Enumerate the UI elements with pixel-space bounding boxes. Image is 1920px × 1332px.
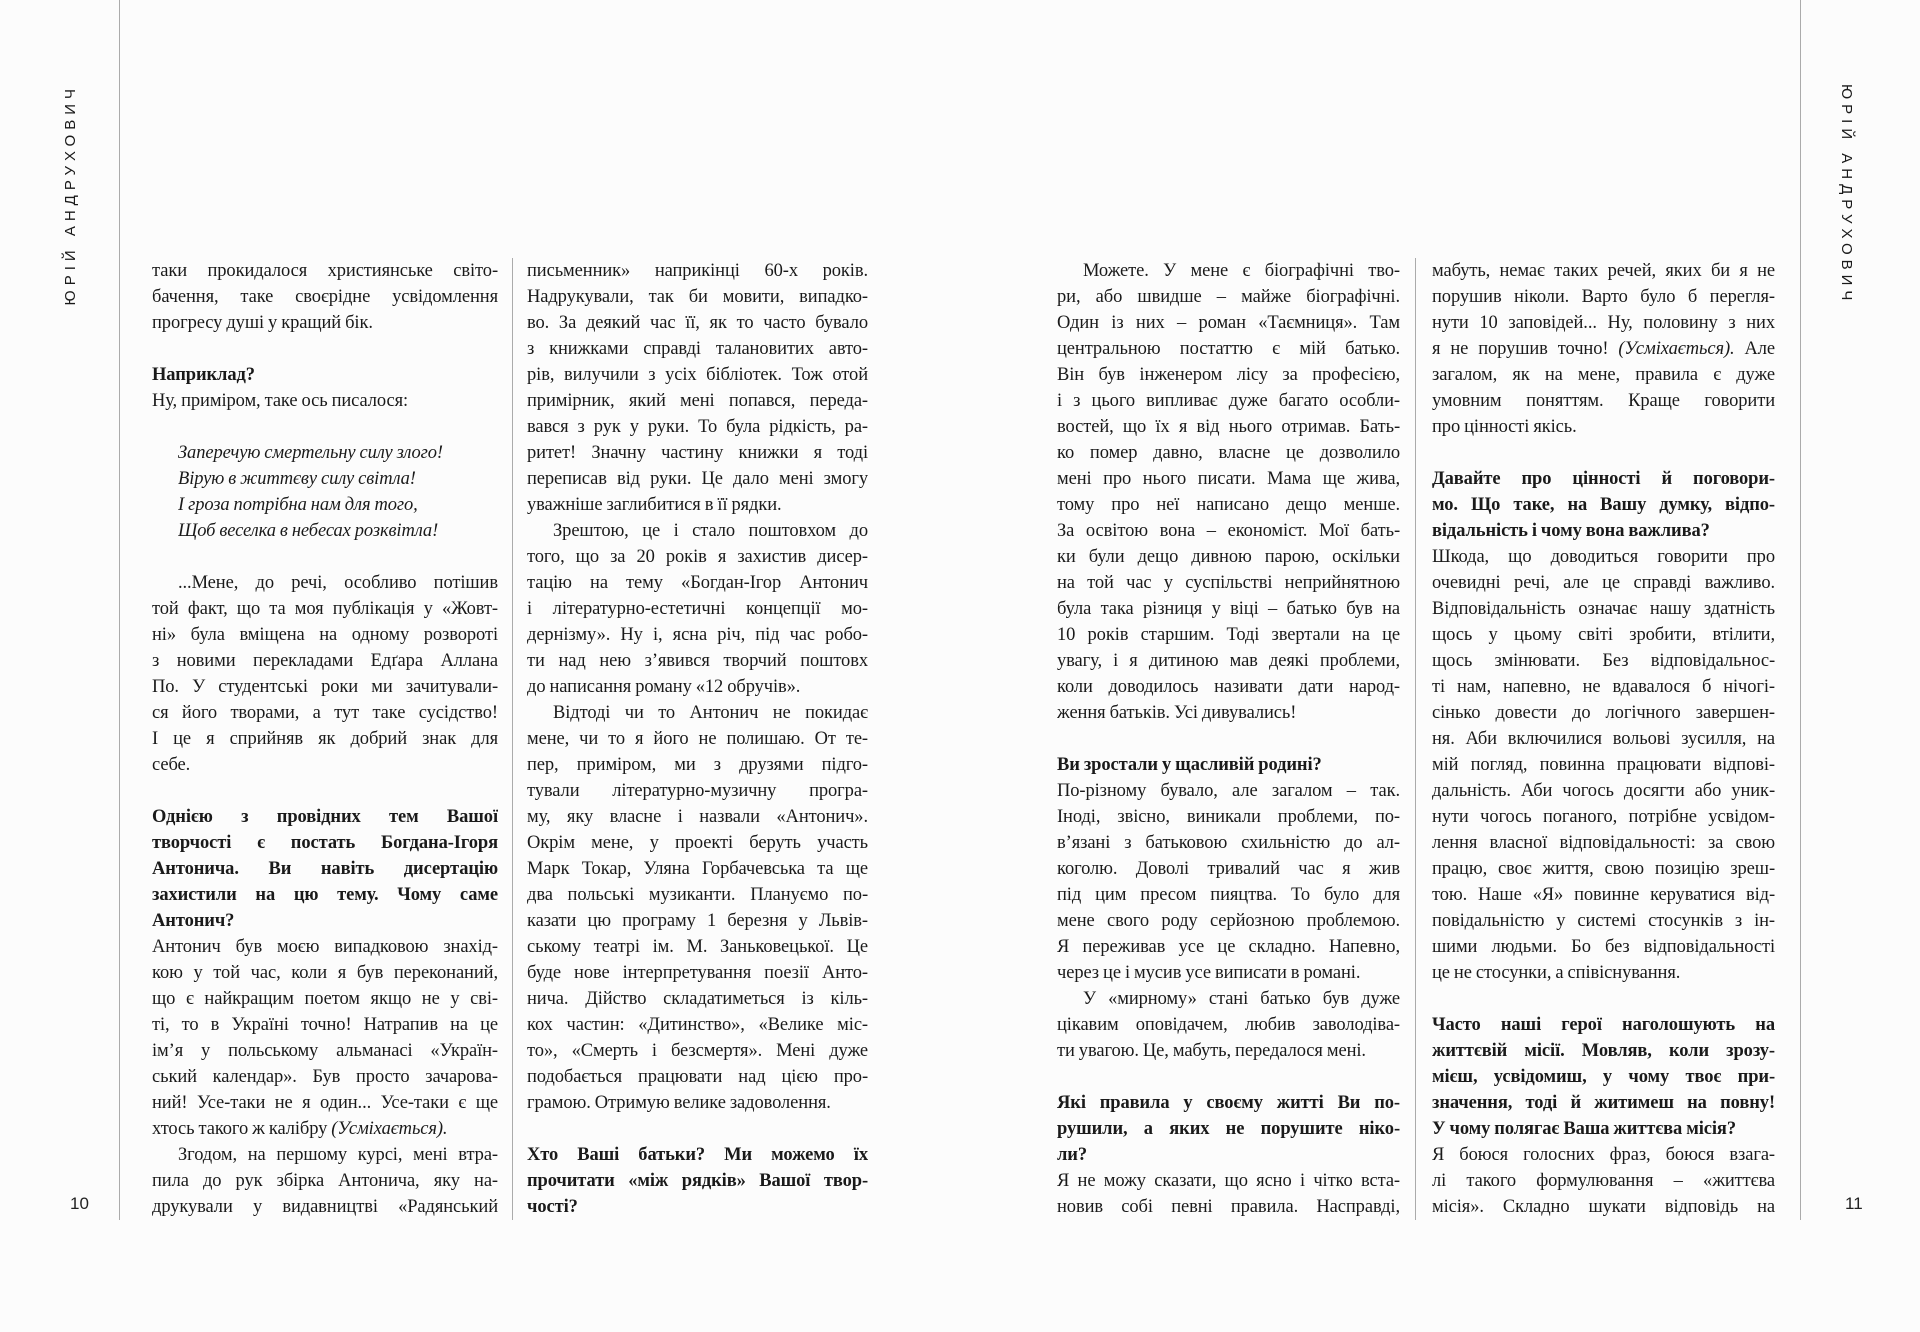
text-line: нути чогось поганого, потрібне усвідом- [1432,807,1775,827]
interview-question [152,804,498,934]
text-line: ський календар». Був просто зачарова- [152,1067,498,1087]
left-page-column-divider [512,258,513,1220]
text-line: творчості є постать Богдана-Ігоря [152,833,498,853]
text-line: ті нам, напевно, не вдавалося б нічогі- [1432,677,1775,697]
text-line: дальність. Аби чогось досягти або уник- [1432,781,1775,801]
paragraph [152,570,498,778]
text-line: примірник, який мені попався, переда- [527,391,868,411]
text-line: ти над нею з’явився творчий поштовх [527,651,868,671]
text-line: ки були дещо дивною парою, оскільки [1057,547,1400,567]
text-line: друкували у видавництві «Радянський [152,1197,498,1217]
text-line: хтось такого ж калібру (Усміхається). [152,1119,448,1139]
text-line: рушили, а яких не порушите ніко- [1057,1119,1400,1139]
right-page-column-2 [1432,258,1775,1220]
text-line: ко помер давно, власне це дозволило [1057,443,1400,463]
paragraph [1057,778,1400,986]
text-line: ли? [1057,1145,1087,1165]
text-line: Згодом, на першому курсі, мені втра- [178,1145,498,1165]
text-line: Вірую в життєву силу світла! [178,469,416,489]
text-line: ри, або швидше – майже біографічні. [1057,287,1400,307]
text-line: За освітою вона – економіст. Мої бать- [1057,521,1400,541]
paragraph [152,934,498,1142]
paragraph [152,388,498,414]
paragraph [152,258,498,336]
paragraph [152,1142,498,1220]
text-line: Один із них – роман «Таємниця». Там [1057,313,1400,333]
text-line: пер, приміром, ми з друзями підго- [527,755,868,775]
text-line: Відповідальність означає нашу здатність [1432,599,1775,619]
text-line: Надрукували, так би мовити, випадко- [527,287,868,307]
page-number-left: 10 [70,1194,89,1213]
text-line: ний! Усе-таки не я один... Усе-таки є ще [152,1093,498,1113]
text-line: Часто наші герої наголошують на [1432,1015,1775,1035]
text-line: Можете. У мене є біографічні тво- [1083,261,1400,281]
text-line: себе. [152,755,191,775]
text-line: мабуть, немає таких речей, яких би я не [1432,261,1775,281]
right-page-edge-rule [1800,0,1801,1220]
text-line: з новими перекладами Едґара Аллана [152,651,498,671]
text-line: нича. Дійство складатиметься із кіль- [527,989,868,1009]
paragraph [1432,544,1775,986]
text-line: щось у цьому світі зробити, втілити, [1432,625,1775,645]
text-line: мієш, усвідомиш, у чому твоє при- [1432,1067,1775,1087]
paragraph [1432,1142,1775,1220]
paragraph [1057,258,1400,726]
page-number-right: 11 [1845,1194,1863,1213]
text-line: тою. Наше «Я» повинне керуватися від- [1432,885,1775,905]
interview-question [1432,466,1775,544]
text-line: ня. Аби включилися вольові зусилля, на [1432,729,1775,749]
text-line: Наприклад? [152,365,255,385]
text-line: Однією з провідних тем Вашої [152,807,498,827]
text-line: лі такого формулювання – «життєва [1432,1171,1775,1191]
text-line: востей, що їх я від нього отримав. Бать- [1057,417,1400,437]
text-line: чості? [527,1197,578,1217]
text-line: ся його творами, а тут таке сусідство! [152,703,498,723]
text-line: тому про неї написано дещо менше. [1057,495,1400,515]
left-page-edge-rule [119,0,120,1220]
text-line: ському театрі ім. М. Заньковецької. Це [527,937,868,957]
text-line: і з цього випливає дуже багато особли- [1057,391,1400,411]
text-line: мені про нього писати. Мама ще жива, [1057,469,1400,489]
text-line: Відтоді чи то Антонич не покидає [553,703,868,723]
text-line: уважніше заглибитися в її рядки. [527,495,782,515]
text-line: то», «Смерть і безсмертя». Мені дуже [527,1041,868,1061]
author-name-vertical-left: ЮРІЙ АНДРУХОВИЧ [62,84,79,306]
text-line: таки прокидалося християнське світо- [152,261,498,281]
text-line: нути 10 заповідей... Ну, половину з них [1432,313,1775,333]
text-line: По. У студентські роки ми зачитували- [152,677,498,697]
text-line: я не порушив точно! (Усміхається). Але [1432,339,1775,359]
text-line: шими людьми. Бо без відповідальності [1432,937,1775,957]
text-line: два польські музиканти. Плануємо по- [527,885,868,905]
text-line: значення, тоді й житимеш на повну! [1432,1093,1775,1113]
text-line: через це і мусив усе виписати в романі. [1057,963,1361,983]
text-line: увагу, і я дитиною мав деякі проблеми, [1057,651,1400,671]
text-line: буде нове інтерпретування поезії Анто- [527,963,868,983]
text-line: кою у той час, коли я був переконаний, [152,963,498,983]
interview-question [527,1142,868,1220]
text-line: той факт, що та моя публікація у «Жовт- [152,599,498,619]
paragraph [1432,258,1775,440]
text-line: мене, чи то я його не полишаю. От те- [527,729,868,749]
text-line: му, яку власне і назвали «Антонич». [527,807,868,827]
text-line: І гроза потрібна нам для того, [178,495,418,515]
text-line: тацію на тему «Богдан-Ігор Антонич [527,573,868,593]
text-line: вався з рук у руки. То була рідкість, ра- [527,417,868,437]
interview-question [1432,1012,1775,1142]
text-line: пила до рук збірка Антонича, яку на- [152,1171,498,1191]
text-line: з книжками справді талановитих авто- [527,339,868,359]
text-line: У «мирному» стані батько був дуже [1083,989,1400,1009]
text-line: І це я сприйняв як добрий знак для [152,729,498,749]
text-line: мо. Що таке, на Вашу думку, відпо- [1432,495,1775,515]
paragraph [527,518,868,700]
text-line: прогресу душі у кращий бік. [152,313,373,333]
text-line: ритет! Значну частину книжки я тоді [527,443,868,463]
text-line: Окрім мене, у проекті беруть участь [527,833,868,853]
text-line: кох частин: «Дитинство», «Велике міс- [527,1015,868,1035]
text-line: Заперечую смертельну силу злого! [178,443,443,463]
right-page-column-divider [1415,258,1416,1220]
paragraph [1057,986,1400,1064]
text-line: ні» була вміщена на одному розвороті [152,625,498,645]
text-line: дернізму». Ну і, ясна річ, під час робо- [527,625,868,645]
text-line: ті, то в Україні точно! Натрапив на це [152,1015,498,1035]
text-line: ження батьків. Усі дивувались! [1057,703,1297,723]
text-line: очевидні речі, але це справді важливо. [1432,573,1775,593]
text-line: Антонич був моєю випадковою знахід- [152,937,498,957]
paragraph [527,700,868,1116]
text-line: прочитати «між рядків» Вашої твор- [527,1171,868,1191]
text-line: Давайте про цінності й поговори- [1432,469,1775,489]
text-line: була така різниця у віці – батько був на [1057,599,1400,619]
left-page-column-2 [527,258,868,1220]
text-line: мене свого роду серйозною проблемою. [1057,911,1400,931]
text-line: Шкода, що доводиться говорити про [1432,547,1775,567]
text-line: бачення, таке своєрідне усвідомлення [152,287,498,307]
paragraph [527,258,868,518]
text-line: Іноді, звісно, виникали проблеми, по- [1057,807,1400,827]
text-line: ім’я у польському альманасі «Україн- [152,1041,498,1061]
text-line: Антонич? [152,911,235,931]
interview-question [1057,1090,1400,1168]
text-line: Антонича. Ви навіть дисертацію [152,859,498,879]
text-line: загалом, як на мене, правила є дуже [1432,365,1775,385]
text-line: до написання роману «12 обручів». [527,677,801,697]
text-line: во. За деякий час її, як то часто бувало [527,313,868,333]
text-line: що є найкращим поетом якщо не у сві- [152,989,498,1009]
text-line: коли доводилось називати дати народ- [1057,677,1400,697]
text-line: в’язані з батьковою схильністю до ал- [1057,833,1400,853]
text-line: Він був інженером лісу за професією, [1057,365,1400,385]
text-line: під цим пресом пияцтва. То було для [1057,885,1400,905]
text-line: новив собі певні правила. Насправді, [1057,1197,1400,1217]
text-line: грамою. Отримую велике задоволення. [527,1093,831,1113]
text-line: подобається працювати над цією про- [527,1067,868,1087]
text-line: відальність і чому вона важлива? [1432,521,1710,541]
text-line: про цінності якісь. [1432,417,1577,437]
text-line: того, що за 20 років я захистив дисер- [527,547,868,567]
text-line: письменник» наприкінці 60-х років. [527,261,868,281]
text-line: рів, вилучили з усіх бібліотек. Тож отой [527,365,868,385]
text-line: мій погляд, повинна працювати відпові- [1432,755,1775,775]
text-line: повідальністю у системі стосунків з ін- [1432,911,1775,931]
interview-question [152,362,498,388]
text-line: У чому полягає Ваша життєва місія? [1432,1119,1736,1139]
text-line: це не стосунки, а співіснування. [1432,963,1681,983]
poem-quote [152,440,498,544]
text-line: ...Мене, до речі, особливо потішив [178,573,498,593]
text-line: умовним поняттям. Краще говорити [1432,391,1775,411]
text-line: Які правила у своєму житті Ви по- [1057,1093,1400,1113]
right-page-column-1 [1057,258,1400,1220]
text-line: По-різному бувало, але загалом – так. [1057,781,1400,801]
text-line: на той час у суспільстві неприйнятною [1057,573,1400,593]
text-line: Зрештою, це і стало поштовхом до [553,521,868,541]
text-line: Щоб веселка в небесах розквітла! [178,521,439,541]
text-line: місія». Складно шукати відповідь на [1432,1197,1775,1217]
text-line: захистили на цю тему. Чому саме [152,885,498,905]
text-line: центральною постаттю є мій батько. [1057,339,1400,359]
text-line: порушив ніколи. Варто було б перегля- [1432,287,1775,307]
text-line: Ви зростали у щасливій родині? [1057,755,1322,775]
text-line: і літературно-естетичні концепції мо- [527,599,868,619]
interview-question [1057,752,1400,778]
text-line: Я переживав усе це складно. Напевно, [1057,937,1400,957]
text-line: Марк Токар, Уляна Горбачевська та ще [527,859,868,879]
text-line: переписав від руки. Це дало мені змогу [527,469,868,489]
text-line: цікавим оповідачем, любив заволодіва- [1057,1015,1400,1035]
text-line: казати цю програму 1 березня у Львів- [527,911,868,931]
left-page-column-1 [152,258,498,1220]
text-line: працю, своє життя, свою позицію зреш- [1432,859,1775,879]
text-line: Я не можу сказати, що ясно і чітко вста- [1057,1171,1400,1191]
text-line: тували літературно-музичну програ- [527,781,868,801]
text-line: Хто Ваші батьки? Ми можемо їх [527,1145,868,1165]
text-line: життєвій місії. Мовляв, коли зрозу- [1432,1041,1775,1061]
text-line: лення власної відповідальності: за свою [1432,833,1775,853]
text-line: коголю. Доволі тривалий час я жив [1057,859,1400,879]
text-line: Я боюся голосних фраз, боюся взага- [1432,1145,1775,1165]
text-line: Ну, приміром, таке ось писалося: [152,391,409,411]
text-line: 10 років старшим. Тоді звертали на це [1057,625,1400,645]
text-line: щось змінювати. Без відповідальнос- [1432,651,1775,671]
author-name-vertical-right: ЮРІЙ АНДРУХОВИЧ [1838,84,1855,306]
text-line: сінько довести до логічного завершен- [1432,703,1775,723]
paragraph [1057,1168,1400,1220]
text-line: ти увагою. Це, мабуть, передалося мені. [1057,1041,1366,1061]
